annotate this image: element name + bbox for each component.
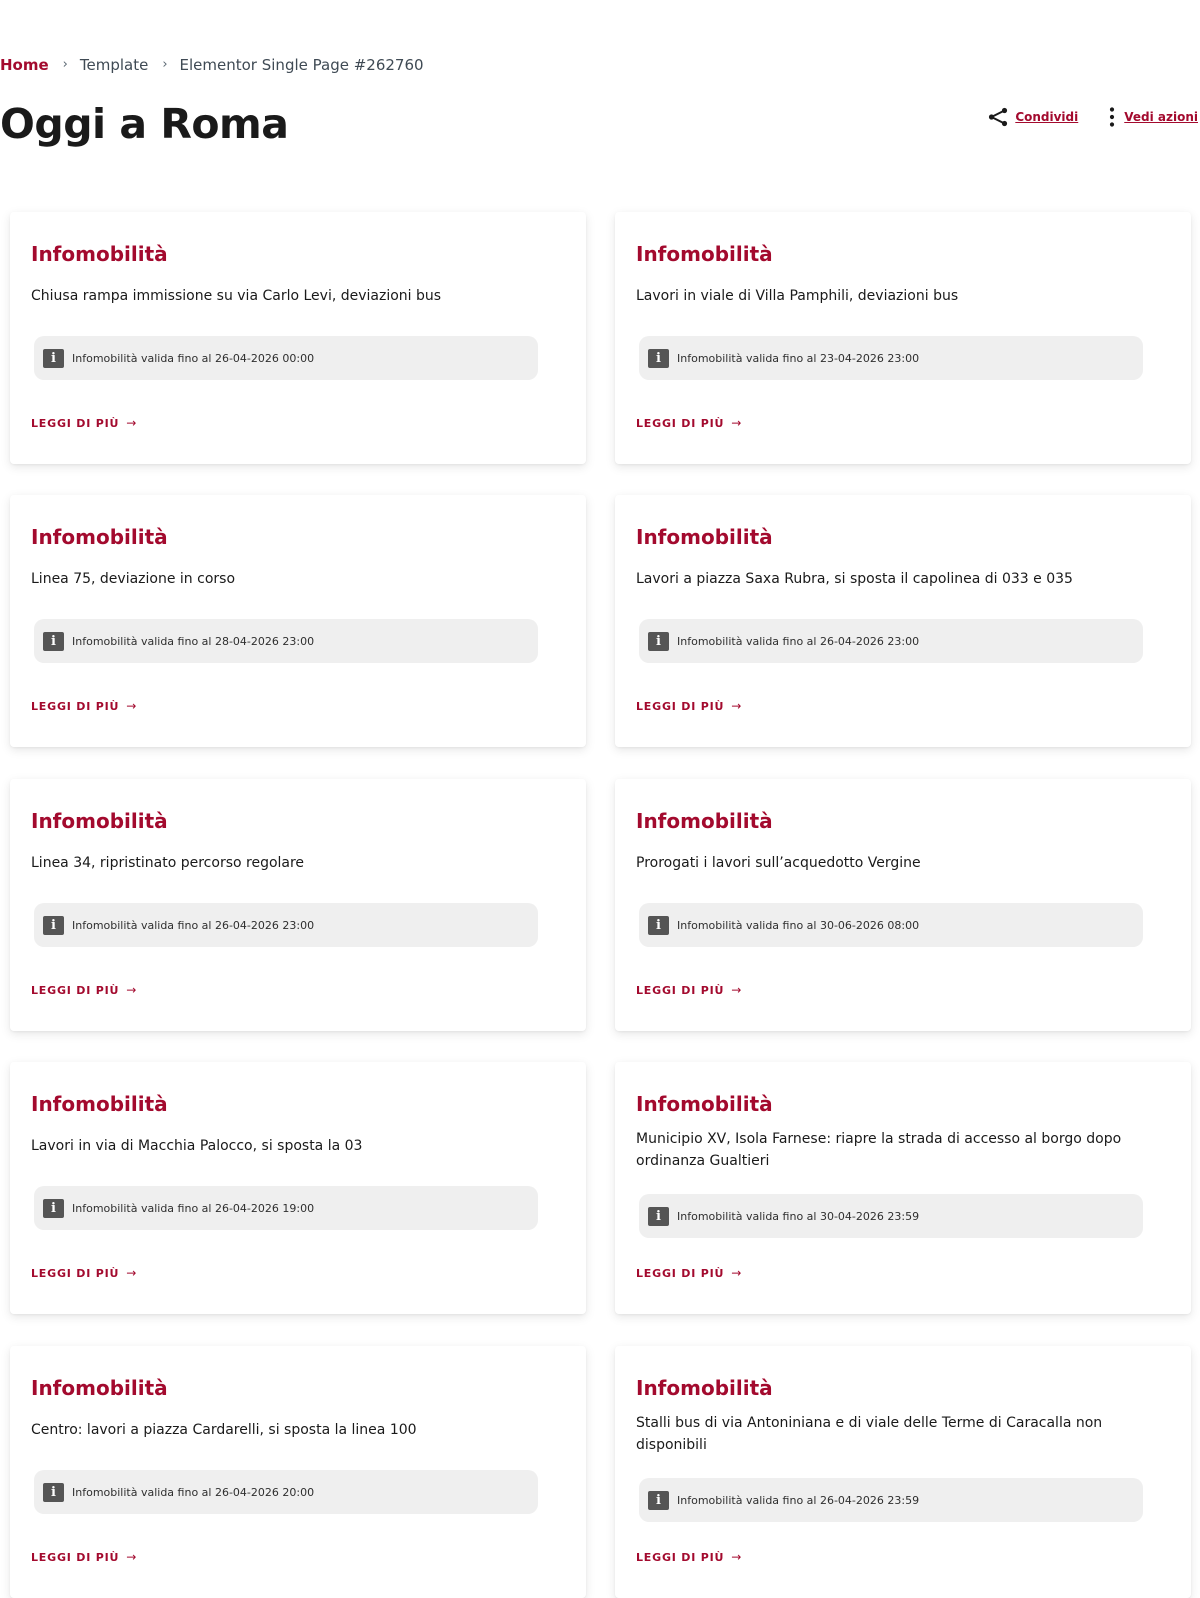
more-actions-button[interactable] bbox=[1106, 106, 1198, 128]
arrow-right-icon: → bbox=[731, 1550, 743, 1564]
read-more-link[interactable] bbox=[31, 1550, 137, 1564]
breadcrumb-separator: › bbox=[162, 57, 168, 72]
validity-notice bbox=[639, 1194, 1143, 1238]
read-more-label: LEGGI DI PIÙ bbox=[636, 1550, 725, 1564]
page-actions bbox=[987, 106, 1198, 128]
news-card[interactable] bbox=[10, 212, 586, 464]
card-title[interactable]: Chiusa rampa immissione su via Carlo Levi, deviazioni bus bbox=[31, 288, 442, 304]
card-category: Infomobilità bbox=[636, 1376, 773, 1400]
card-title[interactable]: Linea 75, deviazione in corso bbox=[31, 571, 236, 587]
share-button[interactable] bbox=[987, 107, 1078, 127]
news-card[interactable] bbox=[615, 1062, 1191, 1314]
info-icon: i bbox=[43, 916, 64, 935]
card-category: Infomobilità bbox=[636, 525, 773, 549]
card-title[interactable]: Linea 34, ripristinato percorso regolare bbox=[31, 855, 305, 871]
info-icon: i bbox=[648, 632, 669, 651]
validity-notice bbox=[639, 619, 1143, 663]
news-card[interactable] bbox=[615, 212, 1191, 464]
read-more-link[interactable] bbox=[636, 1550, 742, 1564]
info-icon: i bbox=[648, 1491, 669, 1510]
more-actions-label[interactable]: Vedi azioni bbox=[1124, 110, 1198, 124]
kebab-menu-icon bbox=[1106, 106, 1118, 128]
news-card[interactable] bbox=[10, 1346, 586, 1598]
read-more-label: LEGGI DI PIÙ bbox=[31, 416, 120, 430]
validity-notice bbox=[34, 1470, 538, 1514]
card-title[interactable]: Lavori in viale di Villa Pamphili, deviazioni bus bbox=[636, 288, 959, 304]
validity-notice bbox=[34, 903, 538, 947]
card-title[interactable]: Stalli bus di via Antoniniana e di viale delle Terme di Caracalla non disponibili bbox=[636, 1415, 1103, 1453]
read-more-link[interactable] bbox=[636, 416, 742, 430]
breadcrumb-item-current: Elementor Single Page #262760 bbox=[179, 56, 424, 74]
validity-text: Infomobilità valida fino al 30-06-2026 08:00 bbox=[677, 918, 920, 932]
validity-text: Infomobilità valida fino al 28-04-2026 23:00 bbox=[72, 634, 315, 648]
read-more-link[interactable] bbox=[636, 983, 742, 997]
arrow-right-icon: → bbox=[731, 416, 743, 430]
validity-text: Infomobilità valida fino al 26-04-2026 23:00 bbox=[72, 918, 315, 932]
validity-text: Infomobilità valida fino al 26-04-2026 23:59 bbox=[677, 1493, 920, 1507]
card-category: Infomobilità bbox=[31, 242, 168, 266]
card-title[interactable]: Prorogati i lavori sull’acquedotto Vergine bbox=[636, 855, 921, 871]
read-more-link[interactable] bbox=[31, 416, 137, 430]
news-card[interactable] bbox=[10, 495, 586, 747]
arrow-right-icon: → bbox=[126, 1266, 138, 1280]
page-title: Oggi a Roma bbox=[0, 100, 289, 148]
share-icon bbox=[987, 107, 1009, 127]
read-more-label: LEGGI DI PIÙ bbox=[636, 983, 725, 997]
arrow-right-icon: → bbox=[731, 983, 743, 997]
read-more-link[interactable] bbox=[31, 699, 137, 713]
read-more-label: LEGGI DI PIÙ bbox=[636, 416, 725, 430]
news-card[interactable] bbox=[10, 779, 586, 1031]
info-icon: i bbox=[648, 916, 669, 935]
read-more-label: LEGGI DI PIÙ bbox=[31, 1266, 120, 1280]
read-more-label: LEGGI DI PIÙ bbox=[31, 699, 120, 713]
news-card[interactable] bbox=[615, 1346, 1191, 1598]
news-card[interactable] bbox=[10, 1062, 586, 1314]
breadcrumb bbox=[0, 54, 424, 76]
share-label[interactable]: Condividi bbox=[1015, 110, 1079, 124]
card-category: Infomobilità bbox=[31, 525, 168, 549]
arrow-right-icon: → bbox=[126, 983, 138, 997]
validity-notice bbox=[639, 903, 1143, 947]
info-icon: i bbox=[648, 349, 669, 368]
validity-notice bbox=[34, 336, 538, 380]
card-category: Infomobilità bbox=[636, 242, 773, 266]
validity-text: Infomobilità valida fino al 26-04-2026 20:00 bbox=[72, 1485, 315, 1499]
arrow-right-icon: → bbox=[731, 1266, 743, 1280]
validity-text: Infomobilità valida fino al 26-04-2026 19:00 bbox=[72, 1201, 315, 1215]
validity-text: Infomobilità valida fino al 26-04-2026 00:00 bbox=[72, 351, 315, 365]
read-more-label: LEGGI DI PIÙ bbox=[31, 1550, 120, 1564]
validity-notice bbox=[34, 619, 538, 663]
arrow-right-icon: → bbox=[126, 1550, 138, 1564]
card-category: Infomobilità bbox=[31, 1376, 168, 1400]
card-title[interactable]: Lavori a piazza Saxa Rubra, si sposta il capolinea di 033 e 035 bbox=[636, 571, 1073, 587]
validity-notice bbox=[639, 1478, 1143, 1522]
card-title[interactable]: Municipio XV, Isola Farnese: riapre la strada di accesso al borgo dopo ordinanza Gualtieri bbox=[636, 1131, 1122, 1169]
validity-text: Infomobilità valida fino al 30-04-2026 23:59 bbox=[677, 1209, 920, 1223]
read-more-label: LEGGI DI PIÙ bbox=[636, 699, 725, 713]
info-icon: i bbox=[43, 1199, 64, 1218]
validity-text: Infomobilità valida fino al 26-04-2026 23:00 bbox=[677, 634, 920, 648]
news-card[interactable] bbox=[615, 779, 1191, 1031]
card-category: Infomobilità bbox=[31, 809, 168, 833]
info-icon: i bbox=[43, 1483, 64, 1502]
info-icon: i bbox=[648, 1207, 669, 1226]
validity-notice bbox=[34, 1186, 538, 1230]
arrow-right-icon: → bbox=[731, 699, 743, 713]
arrow-right-icon: → bbox=[126, 416, 138, 430]
arrow-right-icon: → bbox=[126, 699, 138, 713]
card-title[interactable]: Centro: lavori a piazza Cardarelli, si sposta la linea 100 bbox=[31, 1422, 417, 1438]
info-icon: i bbox=[43, 349, 64, 368]
card-category: Infomobilità bbox=[636, 1092, 773, 1116]
validity-notice bbox=[639, 336, 1143, 380]
card-category: Infomobilità bbox=[636, 809, 773, 833]
read-more-label: LEGGI DI PIÙ bbox=[31, 983, 120, 997]
read-more-link[interactable] bbox=[636, 1266, 742, 1280]
card-title[interactable]: Lavori in via di Macchia Palocco, si sposta la 03 bbox=[31, 1138, 363, 1154]
card-category: Infomobilità bbox=[31, 1092, 168, 1116]
info-icon: i bbox=[43, 632, 64, 651]
breadcrumb-separator: › bbox=[62, 57, 68, 72]
read-more-label: LEGGI DI PIÙ bbox=[636, 1266, 725, 1280]
read-more-link[interactable] bbox=[31, 983, 137, 997]
read-more-link[interactable] bbox=[636, 699, 742, 713]
validity-text: Infomobilità valida fino al 23-04-2026 23:00 bbox=[677, 351, 920, 365]
news-card[interactable] bbox=[615, 495, 1191, 747]
breadcrumb-home-link[interactable]: Home bbox=[0, 56, 49, 74]
read-more-link[interactable] bbox=[31, 1266, 137, 1280]
breadcrumb-item-template[interactable]: Template bbox=[79, 56, 149, 74]
